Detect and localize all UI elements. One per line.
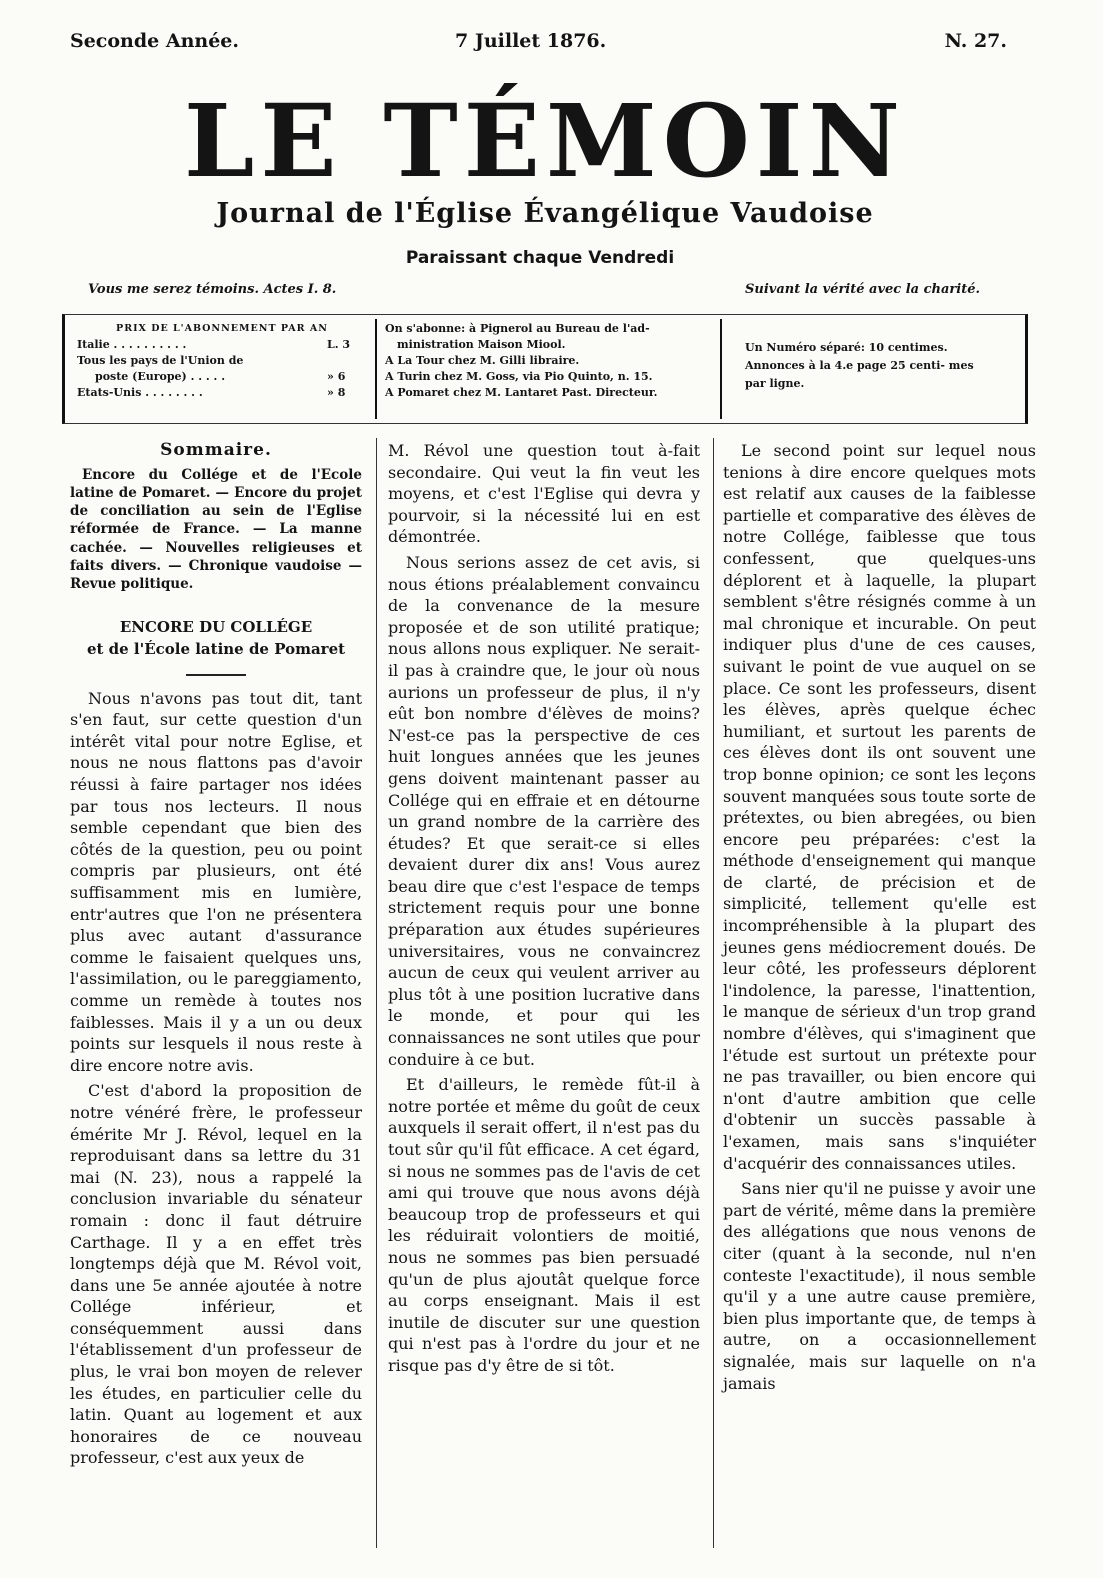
top-line <box>70 30 1015 60</box>
pricing-notes <box>745 339 990 393</box>
column-rule <box>713 438 714 1548</box>
newspaper-title: LE TÉMOIN <box>184 82 906 200</box>
article-paragraph: Le second point sur lequel nous tenions à dire encore quelques mots est relatif aux causes de la faiblesse partielle et comparative des élèves de notre Collége, faiblesse que tous confessent, que quelques-uns déplorent et à laquelle, la plupart semblent s'être résignés comme à un mal chronique et incurable. On peut indiquer plus d'une de ces causes, suivant le point de vue auquel on se place. Ce sont les professeurs, disent les élèves, après quelque échec humiliant, et surtout les parents de ces élèves dont ils ont souvent une trop bonne opinion; ce sont les leçons souvent manquées sous toute sorte de prétextes, ou bien abregées, ou bien encore peu préparées: c'est la méthode d'enseignement qui manque de clarté, de précision et de simplicité, tellement qu'elle est incompréhensible à la plupart des jeunes gens médiocrement doués. De leur côté, les professeurs déplorent l'indolence, la paresse, l'inattention, le manque de sérieux d'un trop grand nombre d'élèves, qui s'imaginent que l'étude est surtout un prétexte pour ne pas travailler, ou bien encore qui n'ont d'autre ambition que celle d'obtenir un succès passable à l'examen, mais sans s'inquiéter d'acquérir des connaissances utiles. <box>723 441 1036 1173</box>
column-rule <box>376 438 377 1548</box>
price-row: Etats-Unis . . . . . . . . » 8 <box>77 386 346 399</box>
publication-frequency: Paraissant chaque Vendredi <box>405 248 675 268</box>
article-paragraph: M. Révol une question tout à-fait secondaire. Qui veut la fin veut les moyens, et c'est l'Eglise qui devra y pourvoir, si la nécessité lui en est démontrée. <box>388 441 700 547</box>
subscription-offices <box>385 321 715 401</box>
article-subtitle: et de l'École latine de Pomaret <box>86 639 346 658</box>
office-line: ministration Maison Miool. <box>397 338 566 351</box>
article-paragraph: C'est d'abord la proposition de notre vénéré frère, le professeur émérite Mr J. Révol, lequel en la reproduisant dans sa lettre du 31 mai (N. 23), nous a rappelé la conclusion invariable du sénateur romain : donc il faut détruire Carthage. Il y a en effet très longtemps déjà que M. Révol voit, dans une 5e année ajoutée à notre Collége inférieur, et conséquemment aussi dans l'établissement d'un professeur de plus, le vrai bon moyen de relever les études, en particulier celle du latin. Quant au logement et aux honoraires de ce nouveau professeur, c'est aux yeux de <box>70 1081 362 1468</box>
article-paragraph: Nous serions assez de cet avis, si nous étions préalablement convaincu de la convenance de la mesure proposée et de son utilité pratique; nous allons nous expliquer. Ne serait-il pas à craindre que, le jour où nous aurions un professeur de plus, il n'y eût bon nombre d'élèves de moins? N'est-ce pas la perspective de ces huit longues années que les jeunes gens doivent maintenant passer au Collége qui en effraie et en détourne un grand nombre de la carrière des études? Et que serait-ce si elles devaient durer dix ans! Vous aurez beau dire que c'est l'espace de temps strictement requis pour une bonne préparation aux études supérieures universitaires, vous ne convaincrez aucun de ceux qui veulent arriver au plus tôt à une position lucrative dans le monde, et pour qui les connaissances ne sont utiles que pour conduire à ce but. <box>388 552 700 1069</box>
article-paragraph: Et d'ailleurs, le remède fût-il à notre portée et même du goût de ceux auxquels il serait offert, il n'est pas du tout sûr qu'il fût efficace. A cet égard, si nous ne sommes pas de l'avis de cet ami qui trouve que nous avons déjà beaucoup trop de professeurs et qui les réduirait volontiers de moitié, nous ne sommes pas bien persuadé qu'un de plus ajoutât quelque force au corps enseignant. Mais il est inutile de discuter sur une question qui n'est pas à l'ordre du jour et ne risque pas d'y être de si tôt. <box>388 1075 700 1375</box>
column-2 <box>388 440 700 1381</box>
issue-date: 7 Juillet 1876. <box>455 30 607 52</box>
single-issue-price: Un Numéro séparé: 10 centimes. <box>745 341 948 354</box>
motto-right: Suivant la vérité avec la charité. <box>745 282 980 297</box>
office-line: On s'abonne: à Pignerol au Bureau de l'ad- <box>385 322 650 335</box>
office-line: A Turin chez M. Goss, via Pio Quinto, n. 15. <box>385 370 653 383</box>
annee-label: Seconde Année. <box>70 30 240 52</box>
price-row: Italie . . . . . . . . . . L. 3 <box>77 338 351 351</box>
article-paragraph: Sans nier qu'il ne puisse y avoir une part de vérité, même dans la première des allégations que nous venons de citer (quant à la seconde, nul n'en conteste l'exactitude), il nous semble qu'il y a une autre cause première, bien plus importante que, de temps à autre, on a occasionnellement signalée, mais sur laquelle on n'a jamais <box>723 1179 1036 1393</box>
subscription-box <box>62 314 1028 424</box>
ads-price: Annonces à la 4.e page 25 centi- mes par ligne. <box>745 359 974 390</box>
price-row: poste (Europe) . . . . . » 6 <box>95 370 346 383</box>
motto-left: Vous me serez témoins. Actes I. 8. <box>88 282 337 297</box>
sommaire-title: Sommaire. <box>160 440 272 460</box>
newspaper-subtitle: Journal de l'Église Évangélique Vaudoise <box>216 198 874 229</box>
issue-number: N. 27. <box>944 30 1007 52</box>
prices-title: PRIX DE L'ABONNEMENT PAR AN <box>116 323 328 334</box>
office-line: A La Tour chez M. Gilli libraire. <box>385 354 580 367</box>
sommaire-text: Encore du Collége et de l'Ecole latine de Pomaret. — Encore du projet de conciliation au sein de l'Eglise réformée de France. — La manne cachée. — Nouvelles religieuses et faits divers. — Chronique vaudoise — Revue politique. <box>70 466 362 593</box>
column-3 <box>723 440 1036 1398</box>
article-title: ENCORE DU COLLÉGE <box>119 617 313 636</box>
subscription-prices <box>77 321 367 401</box>
title-divider <box>186 674 246 676</box>
price-row: Tous les pays de l'Union de <box>77 354 244 367</box>
column-1 <box>70 440 362 1473</box>
office-line: A Pomaret chez M. Lantaret Past. Directeur. <box>385 386 658 399</box>
article-paragraph: Nous n'avons pas tout dit, tant s'en faut, sur cette question d'un intérêt vital pour notre Eglise, et nous ne nous flattons pas d'avoir réussi à faire partager nos idées par tous nos lecteurs. Il nous semble cependant que bien des côtés de la question, peu ou point compris par plusieurs, ont été suffisamment mis en lumière, entr'autres que l'on ne présentera plus avec autant d'assurance comme le faisaient quelques uns, l'assimilation, ou le pareggiamento, comme un remède à toutes nos faiblesses. Mais il y a un ou deux points sur lesquels il nous reste à dire encore notre avis. <box>70 688 362 1075</box>
